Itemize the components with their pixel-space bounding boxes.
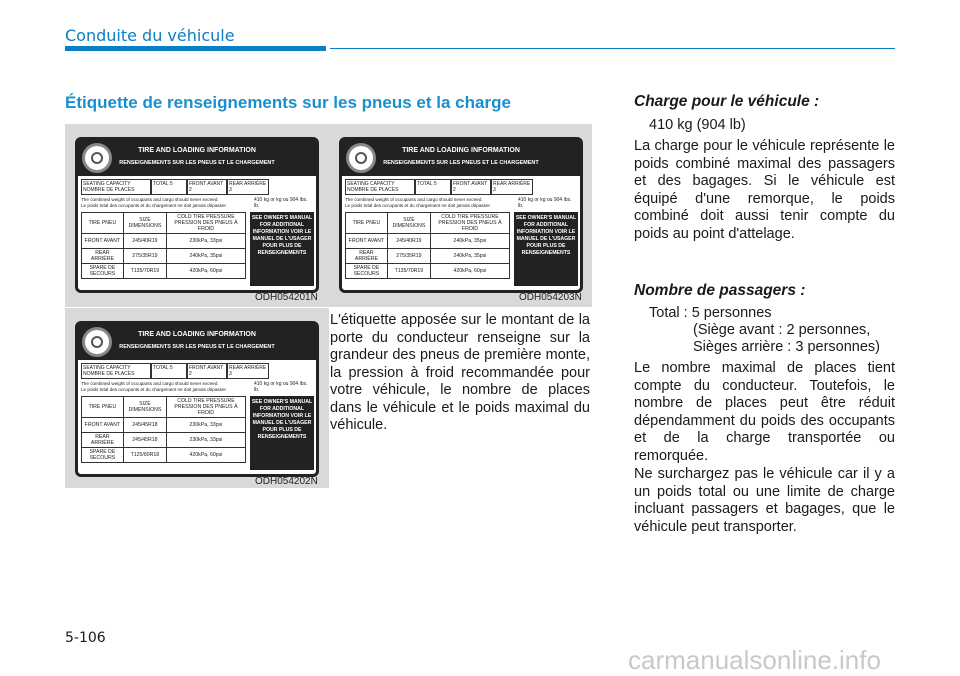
vehicle-charge-title: Charge pour le véhicule :	[634, 93, 820, 110]
front-pressure: 230kPa, 33psi	[166, 234, 245, 249]
spare-size: T135/70R19	[123, 264, 166, 279]
rear-pressure: 230kPa, 33psi	[166, 433, 245, 448]
spare-pressure: 420kPa, 60psi	[166, 264, 245, 279]
combined-weight-text	[81, 197, 251, 209]
seating-rear: REAR ARRIÈRE 3	[227, 363, 269, 379]
passengers-rear: Sièges arrière : 3 personnes)	[693, 339, 880, 355]
front-pressure: 240kPa, 35psi	[430, 234, 509, 249]
combined-en: The combined weight of occupants and cargo should never exceed	[81, 381, 218, 386]
front-size: 245/45R18	[123, 418, 166, 433]
combined-weight-value: 410 kg or kg ou 904 lbs. lb.	[518, 197, 572, 209]
tire-label-figure	[65, 308, 329, 488]
page-number: 5-106	[65, 630, 106, 646]
rear-size: 245/45R18	[123, 433, 166, 448]
tire-label-figure	[329, 124, 592, 307]
placard-title-en: TIRE AND LOADING INFORMATION	[138, 147, 256, 154]
placard-title-en: TIRE AND LOADING INFORMATION	[402, 147, 520, 154]
owner-manual-note: SEE OWNER'S MANUAL FOR ADDITIONAL INFORMATION VOIR LE MANUEL DE L'USAGER POUR PLUS DE RENSEIGNEMENTS	[514, 212, 578, 286]
spare-size: T135/70R19	[387, 264, 430, 279]
placard-title-fr: RENSEIGNEMENTS SUR LES PNEUS ET LE CHARGEMENT	[119, 160, 275, 166]
vehicle-charge-value: 410 kg (904 lb)	[649, 117, 746, 133]
rear-pressure: 240kPa, 35psi	[166, 249, 245, 264]
combined-weight-text	[81, 381, 251, 393]
rear-size: 275/35R19	[123, 249, 166, 264]
row-spare-label: SPARE DE SECOURS	[346, 264, 388, 279]
section-heading: Étiquette de renseignements sur les pneus et la charge	[65, 93, 511, 112]
combined-en: The combined weight of occupants and cargo should never exceed	[345, 197, 482, 202]
spare-pressure: 420kPa, 60psi	[430, 264, 509, 279]
combined-weight-text	[345, 197, 515, 209]
row-spare-label: SPARE DE SECOURS	[82, 264, 124, 279]
col-tire: TIRE PNEU	[82, 213, 124, 234]
section-title: Conduite du véhicule	[65, 26, 235, 45]
seating-front: FRONT AVANT 2	[451, 179, 491, 195]
seating-label-fr: NOMBRE DE PLACES	[83, 371, 135, 377]
rear-pressure: 240kPa, 35psi	[430, 249, 509, 264]
combined-en: The combined weight of occupants and cargo should never exceed	[81, 197, 218, 202]
placard-title-fr: RENSEIGNEMENTS SUR LES PNEUS ET LE CHARGEMENT	[383, 160, 539, 166]
rear-size: 275/35R19	[387, 249, 430, 264]
figure-caption: ODH054202N	[255, 476, 318, 487]
col-size: SIZE DIMENSIONS	[123, 213, 166, 234]
owner-manual-note: SEE OWNER'S MANUAL FOR ADDITIONAL INFORMATION VOIR LE MANUEL DE L'USAGER POUR PLUS DE RENSEIGNEMENTS	[250, 212, 314, 286]
combined-fr: Le poids total des occupants et du chargement ne doit jamais dépasser	[345, 203, 491, 208]
tire-label-placard	[339, 137, 583, 293]
overload-paragraph: Ne surchargez pas le véhicule car il y a un poids total ou une limite de charge incluant passagers et bagages, que le véhicule peut transporter.	[634, 466, 895, 535]
combined-fr: Le poids total des occupants et du chargement ne doit jamais dépasser	[81, 203, 227, 208]
vehicle-charge-paragraph: La charge pour le véhicule représente le poids combiné maximal des passagers et des bagages. Si le véhicule est équipé d'une remorque, le poids combiné doit aussi tenir compte du poids au point d'attelage.	[634, 138, 895, 242]
tire-pressure-table	[81, 212, 246, 279]
tire-label-figure	[65, 124, 329, 307]
passengers-paragraph: Le nombre maximal de places tient compte du conducteur. Toutefois, le nombre de places peut être réduit dépendamment du poids des occupants et de la charge transportée ou remorquée.	[634, 360, 895, 464]
passengers-title: Nombre de passagers :	[634, 282, 806, 299]
tire-pressure-table	[81, 396, 246, 463]
seating-total: TOTAL 5	[415, 179, 451, 195]
col-pressure: COLD TIRE PRESSURE PRESSION DES PNEUS À FROID	[166, 397, 245, 418]
tire-pressure-table	[345, 212, 510, 279]
row-front-label: FRONT AVANT	[82, 418, 124, 433]
placard-title-fr: RENSEIGNEMENTS SUR LES PNEUS ET LE CHARGEMENT	[119, 344, 275, 350]
passengers-total: Total : 5 personnes	[649, 305, 772, 321]
seating-label-fr: NOMBRE DE PLACES	[347, 187, 399, 193]
tire-label-placard	[75, 321, 319, 477]
row-front-label: FRONT AVANT	[346, 234, 388, 249]
placard-header	[78, 324, 316, 360]
row-front-label: FRONT AVANT	[82, 234, 124, 249]
col-pressure: COLD TIRE PRESSURE PRESSION DES PNEUS À FROID	[166, 213, 245, 234]
seating-label-en: SEATING CAPACITY	[347, 181, 395, 187]
figure-caption: ODH054203N	[519, 292, 582, 303]
front-size: 245/40R19	[123, 234, 166, 249]
seating-total: TOTAL 5	[151, 363, 187, 379]
front-pressure: 230kPa, 33psi	[166, 418, 245, 433]
placard-header	[78, 140, 316, 176]
header-rule-thick	[65, 46, 326, 51]
col-size: SIZE DIMENSIONS	[123, 397, 166, 418]
seating-row	[345, 179, 577, 195]
tire-icon	[82, 327, 112, 357]
tire-label-placard	[75, 137, 319, 293]
row-rear-label: REAR ARRIÈRE	[346, 249, 388, 264]
tire-icon	[346, 143, 376, 173]
tire-icon	[82, 143, 112, 173]
seating-row	[81, 363, 313, 379]
col-tire: TIRE PNEU	[346, 213, 388, 234]
seating-rear: REAR ARRIÈRE 3	[227, 179, 269, 195]
row-spare-label: SPARE DE SECOURS	[82, 448, 124, 463]
spare-pressure: 420kPa, 60psi	[166, 448, 245, 463]
spare-size: T125/80R18	[123, 448, 166, 463]
combined-weight-value: 410 kg or kg ou 904 lbs. lb.	[254, 197, 308, 209]
header-rule-thin	[330, 48, 895, 49]
combined-fr: Le poids total des occupants et du chargement ne doit jamais dépasser	[81, 387, 227, 392]
seating-row	[81, 179, 313, 195]
combined-weight-value: 410 kg or kg ou 904 lbs. lb.	[254, 381, 308, 393]
seating-front: FRONT AVANT 2	[187, 363, 227, 379]
placard-title-en: TIRE AND LOADING INFORMATION	[138, 331, 256, 338]
col-size: SIZE DIMENSIONS	[387, 213, 430, 234]
seating-total: TOTAL 5	[151, 179, 187, 195]
col-tire: TIRE PNEU	[82, 397, 124, 418]
figure-caption: ODH054201N	[255, 292, 318, 303]
col-pressure: COLD TIRE PRESSURE PRESSION DES PNEUS À FROID	[430, 213, 509, 234]
front-size: 245/40R19	[387, 234, 430, 249]
owner-manual-note: SEE OWNER'S MANUAL FOR ADDITIONAL INFORMATION VOIR LE MANUEL DE L'USAGER POUR PLUS DE RENSEIGNEMENTS	[250, 396, 314, 470]
watermark: carmanualsonline.info	[628, 645, 881, 675]
seating-label-fr: NOMBRE DE PLACES	[83, 187, 135, 193]
row-rear-label: REAR ARRIÈRE	[82, 433, 124, 448]
passengers-front: (Siège avant : 2 personnes,	[693, 322, 871, 338]
seating-label-en: SEATING CAPACITY	[83, 181, 131, 187]
seating-front: FRONT AVANT 2	[187, 179, 227, 195]
seating-rear: REAR ARRIÈRE 3	[491, 179, 533, 195]
label-description-paragraph: L'étiquette apposée sur le montant de la porte du conducteur renseigne sur la grandeur des pneus de première monte, la pression à froid recommandée pour votre véhicule, le nombre de places dans le véhicule et le poids maximal du véhicule.	[330, 312, 590, 433]
row-rear-label: REAR ARRIÈRE	[82, 249, 124, 264]
placard-header	[342, 140, 580, 176]
seating-label-en: SEATING CAPACITY	[83, 365, 131, 371]
